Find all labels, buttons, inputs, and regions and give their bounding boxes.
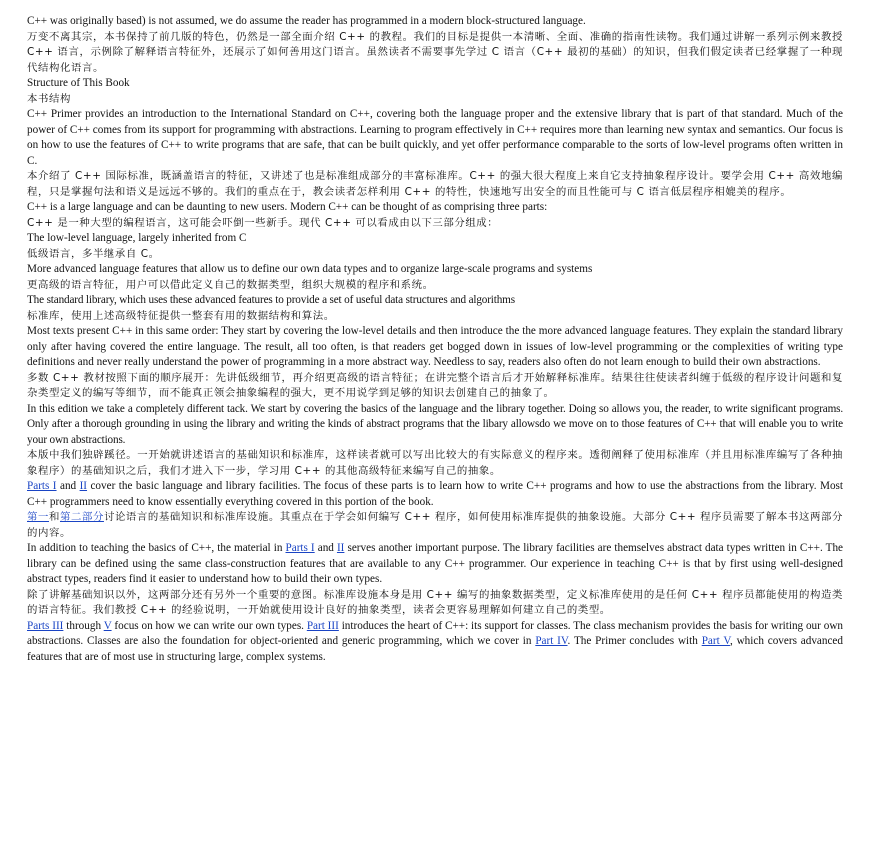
english-paragraph-16 (27, 402, 843, 449)
paragraph-text: C++ 是一种大型的编程语言，这可能会吓倒一些新手。现代 C++ 可以看成由以下三部分组成： (27, 216, 499, 229)
part-link[interactable]: Part III (306, 619, 339, 632)
chinese-paragraph-1 (27, 30, 843, 77)
chinese-paragraph-17 (27, 448, 843, 479)
paragraph-text: C++ Primer provides an introduction to the International Standard on C++, covering both the language proper and the extensive library that is part of that standard. Much of the power of C++ comes from its support for programming with abstractions. Learning to program effectively in C++ requires more than learning new syntax and semantics. Our focus is on how to use the features of C++ to write programs that are safe, that can be built quickly, and yet offer performance comparable to the sorts of low-level programs often written in C. (27, 108, 843, 167)
paragraph-text: C++ was originally based) is not assumed, we do assume the reader has programmed in a modern block-structured language. (27, 15, 586, 27)
chinese-paragraph-21 (27, 588, 843, 619)
part-link[interactable]: Part IV (535, 635, 568, 647)
english-paragraph-6 (27, 200, 843, 216)
chinese-paragraph-5 (27, 169, 843, 200)
part-link[interactable]: 第二部分 (59, 511, 104, 523)
chinese-paragraph-9 (27, 247, 843, 263)
paragraph-text: 讨论语言的基础知识和标准库设施。其重点在于学会如何编写 C++ 程序，如何使用标准库提供的抽象设施。大部分 C++ 程序员需要了解本书这两部分的内容。 (27, 511, 843, 539)
paragraph-text: 和 (48, 511, 60, 523)
part-link[interactable]: Parts I (27, 480, 57, 492)
paragraph-text: 更高级的语言特征，用户可以借此定义自己的数据类型，组织大规模的程序和系统。 (27, 278, 434, 291)
paragraph-text: through (63, 619, 104, 632)
paragraph-text: Structure of This Book (27, 77, 130, 89)
paragraph-text: introduces the heart of C++: its support for classes. The class mechanism provides the basis for writing our own abstractions. Classes are also the foundation for object-oriented and generic programming, which we cover in (27, 619, 843, 647)
english-paragraph-0 (27, 14, 843, 30)
part-link[interactable]: II (336, 542, 345, 554)
english-paragraph-4 (27, 107, 843, 169)
english-paragraph-8 (27, 231, 843, 247)
english-paragraph-10 (27, 262, 843, 278)
chinese-paragraph-19 (27, 510, 843, 541)
part-link[interactable]: 第一 (27, 511, 49, 523)
paragraph-text: focus on how we can write our own types. (111, 619, 307, 632)
paragraph-text: 本介绍了 C++ 国际标准，既涵盖语言的特征，又讲述了也是标准组成部分的丰富标准库。C++ 的强大很大程度上来自它支持抽象程序设计。要学会用 C++ 高效地编程，只是掌握句法和语义是远远不够的。我们的重点在于，教会读者怎样利用 C++ 的特性，快速地写出安全的而且性能可与 C 语言低层程序相媲美的程序。 (27, 170, 843, 198)
paragraph-text: Most texts present C++ in this same order: They start by covering the low-level details and then introduce the the more advanced language features. They explain the standard library only after having covered the entire language. The result, all too often, is that readers get bogged down in issues of low-level programming or the complexities of writing type definitions and never really understand the power of programming in a more abstract way. Needless to say, readers also often do not learn enough to build their own abstractions. (27, 325, 843, 368)
paragraph-text: C++ is a large language and can be daunting to new users. Modern C++ can be thought of as comprising three parts: (27, 201, 548, 213)
paragraph-text: and (314, 542, 337, 554)
paragraph-text: serves another important purpose. The library facilities are themselves abstract data types written in C++. The library can be defined using the same class-construction features that are available to any C++ programmer. Our experience in teaching C++ is that by first using well-designed abstract types, readers find it easier to understand how to build their own types. (27, 542, 844, 585)
english-paragraph-12 (27, 293, 843, 309)
part-link[interactable]: Parts III (27, 619, 64, 632)
paragraph-text: 本版中我们独辟蹊径。一开始就讲述语言的基础知识和标准库，这样读者就可以写出比较大的有实际意义的程序来。透彻阐释了使用标准库（并且用标准库编写了各种抽象程序）的基础知识之后，我们才进入下一步，学习用 C++ 的其他高级特征来编写自己的抽象。 (27, 449, 843, 477)
paragraph-text: and (56, 480, 80, 492)
part-link[interactable]: II (79, 480, 88, 492)
english-paragraph-20 (27, 541, 843, 588)
paragraph-text: The standard library, which uses these advanced features to provide a set of useful data structures and algorithms (27, 294, 515, 306)
part-link[interactable]: Part V (701, 635, 730, 647)
chinese-paragraph-3 (27, 92, 843, 108)
paragraph-text: 标准库，使用上述高级特征提供一整套有用的数据结构和算法。 (27, 309, 335, 322)
english-paragraph-22 (27, 619, 843, 666)
chinese-paragraph-11 (27, 278, 843, 294)
paragraph-text: . The Primer concludes with (567, 635, 702, 647)
part-link[interactable]: Parts I (285, 542, 315, 554)
paragraph-text: In addition to teaching the basics of C++, the material in (27, 542, 286, 554)
english-paragraph-2 (27, 76, 843, 92)
paragraph-text: The low-level language, largely inherited from C (27, 232, 247, 244)
chinese-paragraph-7 (27, 216, 843, 232)
paragraph-text: 低级语言，多半继承自 C。 (27, 247, 160, 260)
paragraph-text: , which covers advanced features that are of most use in structuring large, complex systems. (27, 635, 843, 663)
part-link[interactable]: V (103, 619, 112, 632)
english-paragraph-14 (27, 324, 843, 371)
english-paragraph-18 (27, 479, 843, 510)
chinese-paragraph-13 (27, 309, 843, 325)
paragraph-text: More advanced language features that allow us to define our own data types and to organize large-scale programs and systems (27, 263, 593, 275)
paragraph-text: 万变不离其宗，本书保持了前几版的特色，仍然是一部全面介绍 C++ 的教程。我们的目标是提供一本清晰、全面、准确的指南性读物。我们通过讲解一系列示例来教授 C++ 语言，示例除了解释语言特征外，还展示了如何善用这门语言。虽然读者不需要事先学过 C 语言（C++ 最初的基础）的知识，但我们假定读者已经掌握了一种现代结构化语言。 (27, 30, 843, 74)
chinese-paragraph-15 (27, 371, 843, 402)
paragraph-text: cover the basic language and library facilities. The focus of these parts is to learn how to write C++ programs and how to use the abstractions from the library. Most C++ programmers need to know essentially everything covered in this portion of the book. (27, 480, 843, 508)
paragraph-text: 除了讲解基础知识以外，这两部分还有另外一个重要的意图。标准库设施本身是用 C++ 编写的抽象数据类型，定义标准库使用的是任何 C++ 程序员都能使用的构造类的语言特征。我们教授 C++ 的经验说明，一开始就使用设计良好的抽象类型，读者会更容易理解如何建立自己的类型。 (27, 588, 843, 616)
paragraph-text: 多数 C++ 教材按照下面的顺序展开：先讲低级细节，再介绍更高级的语言特征；在讲完整个语言后才开始解释标准库。结果往往使读者纠缠于低级的程序设计问题和复杂类型定义的编写等细节，而不能真正领会抽象编程的强大，更不用说学到足够的知识去创建自己的抽象了。 (27, 371, 843, 399)
paragraph-text: 本书结构 (27, 92, 71, 105)
paragraph-text: In this edition we take a completely different tack. We start by covering the basics of the language and the library together. Doing so allows you, the reader, to write significant programs. Only after a thorough grounding in using the library and writing the kinds of abstract programs that the libary allowsdo we move on to those features of C++ that will enable you to write your own abstractions. (27, 402, 843, 446)
